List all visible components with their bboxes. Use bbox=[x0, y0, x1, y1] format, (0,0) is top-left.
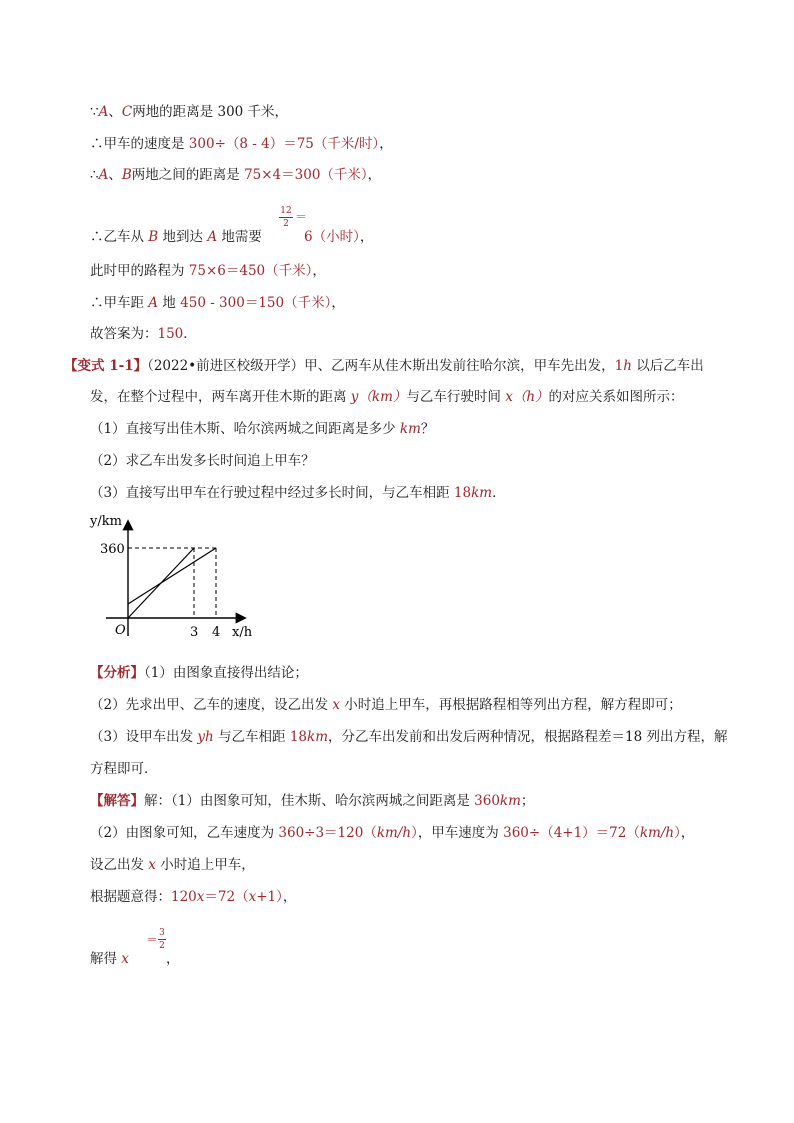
text: 地到达 bbox=[158, 229, 208, 245]
unit: （km） bbox=[358, 389, 407, 405]
fraction bbox=[158, 928, 166, 951]
text: ，甲车速度为 bbox=[417, 825, 504, 841]
x-axis-label: x/h bbox=[232, 625, 253, 640]
unit: km bbox=[499, 793, 521, 809]
text: ∴甲车距 bbox=[90, 295, 149, 311]
var: y bbox=[197, 729, 206, 745]
text: 、 bbox=[108, 167, 122, 183]
text: ∴甲车的速度是 bbox=[90, 136, 189, 152]
text-line bbox=[304, 228, 373, 246]
unit: h bbox=[623, 358, 632, 374]
text: ， bbox=[359, 229, 374, 245]
expression: ） bbox=[674, 825, 681, 841]
numerator: 3 bbox=[159, 928, 165, 938]
question-3 bbox=[90, 484, 506, 502]
analysis-line bbox=[90, 696, 682, 714]
text: ，分乙车出发前和出发后两种情况，根据路程差＝18 列出方程，解 bbox=[328, 729, 728, 745]
variant-line bbox=[90, 388, 684, 406]
variant-line bbox=[64, 357, 704, 375]
var: B bbox=[148, 229, 159, 245]
text: （3）直接写出甲车在行驶过程中经过多长时间，与乙车相距 bbox=[90, 485, 454, 501]
text: 设乙出发 bbox=[90, 857, 149, 873]
expression: ） bbox=[411, 825, 418, 841]
analysis-line bbox=[90, 760, 158, 778]
unit: h bbox=[205, 729, 214, 745]
y-axis-label: y/km bbox=[90, 514, 122, 529]
analysis-line bbox=[90, 728, 727, 746]
expression: ＝72（ bbox=[204, 889, 249, 905]
text: 甲、乙两车从佳木斯出发前往哈尔滨，甲车先出发， bbox=[304, 358, 615, 374]
solution-line bbox=[90, 950, 129, 968]
solution-tag: 【解答】 bbox=[90, 793, 144, 809]
text: 根据题意得： bbox=[90, 889, 171, 905]
var: y bbox=[350, 389, 359, 405]
expression: 75×4＝300（千米） bbox=[244, 167, 368, 183]
text: 地 bbox=[158, 295, 181, 311]
text: ， bbox=[680, 825, 695, 841]
var: x bbox=[196, 889, 205, 905]
x-tick-label-4: 4 bbox=[212, 625, 221, 640]
fraction bbox=[279, 206, 293, 229]
text: ， bbox=[282, 889, 297, 905]
unit: km bbox=[307, 729, 328, 745]
unit: km/h bbox=[376, 825, 412, 841]
denominator: 2 bbox=[283, 219, 289, 229]
expression: 450 - 300＝150（千米） bbox=[180, 295, 332, 311]
value: 18 bbox=[289, 729, 308, 745]
text: 小时追上甲车， bbox=[155, 857, 255, 873]
text: （2）由图象可知，乙车速度为 bbox=[90, 825, 279, 841]
solution-line bbox=[90, 856, 255, 874]
y-tick-label-360: 360 bbox=[100, 542, 125, 557]
text: ； bbox=[520, 793, 535, 809]
unit: （h） bbox=[512, 389, 549, 405]
text: （1）由图象直接得出结论； bbox=[144, 665, 308, 681]
value: 6（小时） bbox=[304, 229, 360, 245]
text: 解得 bbox=[90, 951, 122, 967]
text: 、 bbox=[108, 104, 122, 120]
numerator: 12 bbox=[280, 206, 292, 216]
text: ∴ bbox=[90, 167, 99, 183]
expression: +1） bbox=[256, 889, 283, 905]
text-line bbox=[90, 166, 381, 184]
solution-line bbox=[90, 824, 694, 842]
var: A bbox=[207, 229, 218, 245]
expression: 360÷（4+1）＝72（ bbox=[503, 825, 640, 841]
var: A bbox=[98, 104, 109, 120]
text: 的对应关系如图所示： bbox=[548, 389, 684, 405]
fraction-bar bbox=[279, 217, 293, 218]
text: （2）求乙车出发多长时间追上甲车？ bbox=[90, 453, 315, 469]
text: 与乙车行驶时间 bbox=[406, 389, 506, 405]
text: ， bbox=[379, 136, 393, 152]
text: （3）设甲车出发 bbox=[90, 729, 198, 745]
distance-time-graph bbox=[86, 508, 266, 648]
var: x bbox=[248, 889, 257, 905]
text: ． bbox=[492, 485, 506, 501]
text: ？ bbox=[420, 421, 435, 437]
answer: 150 bbox=[157, 326, 184, 342]
text: ， bbox=[367, 167, 382, 183]
denominator: 2 bbox=[159, 941, 165, 951]
var: A bbox=[98, 167, 109, 183]
value: 120 bbox=[171, 889, 197, 905]
series-line-car-a bbox=[128, 548, 216, 604]
var: x bbox=[332, 697, 341, 713]
text: 方程即可． bbox=[90, 761, 158, 777]
text: 地需要 bbox=[217, 229, 262, 245]
source: （2022•前进区校级开学） bbox=[147, 358, 305, 374]
text: 两地之间的距离是 bbox=[131, 167, 245, 183]
text: 两地的距离是 300 千米， bbox=[132, 104, 289, 120]
expression: 75×6＝450（千米） bbox=[188, 263, 313, 279]
variant-tag: 【变式 1-1】 bbox=[64, 358, 148, 374]
text: 以后乙车出 bbox=[631, 358, 704, 374]
var: x bbox=[505, 389, 513, 405]
var: A bbox=[148, 295, 159, 311]
text-line bbox=[90, 135, 393, 153]
text: （2）先求出甲、乙车的速度，设乙出发 bbox=[90, 697, 333, 713]
text-line bbox=[90, 228, 262, 246]
text: 此时甲的路程为 bbox=[90, 263, 189, 279]
text: ， bbox=[166, 951, 180, 967]
text: 解：（1）由图象可知，佳木斯、哈尔滨两城之间距离是 bbox=[144, 793, 475, 809]
analysis-line bbox=[90, 664, 308, 682]
text: ∵ bbox=[90, 104, 99, 120]
text-line bbox=[90, 325, 197, 343]
unit: km bbox=[399, 421, 421, 437]
question-1 bbox=[90, 420, 434, 438]
analysis-tag: 【分析】 bbox=[90, 665, 144, 681]
value: 18 bbox=[453, 485, 472, 501]
expression: 300÷（8 - 4）＝75（千米/时） bbox=[188, 136, 380, 152]
equals-sign: ＝ bbox=[146, 933, 159, 947]
value: 1 bbox=[614, 358, 624, 374]
var: C bbox=[121, 104, 133, 120]
question-2 bbox=[90, 452, 315, 470]
origin-label: O bbox=[115, 623, 126, 638]
text: 与乙车相距 bbox=[213, 729, 290, 745]
unit: km/h bbox=[639, 825, 675, 841]
text: 发，在整个过程中，两车离开佳木斯的距离 bbox=[90, 389, 351, 405]
solution-line bbox=[90, 792, 534, 810]
expression: 360÷3＝120（ bbox=[278, 825, 377, 841]
text: 小时追上甲车，再根据路程相等列出方程，解方程即可； bbox=[340, 697, 682, 713]
text-line bbox=[90, 294, 345, 312]
value: 360 bbox=[474, 793, 500, 809]
text: ． bbox=[183, 326, 197, 342]
text: （1）直接写出佳木斯、哈尔滨两城之间距离是多少 bbox=[90, 421, 400, 437]
equals-sign: ＝ bbox=[295, 210, 308, 224]
var: B bbox=[121, 167, 132, 183]
text-line bbox=[90, 262, 326, 280]
unit: km bbox=[471, 485, 493, 501]
x-tick-label-3: 3 bbox=[190, 625, 199, 640]
var: x bbox=[148, 857, 156, 873]
text: 故答案为： bbox=[90, 326, 158, 342]
text-line bbox=[90, 103, 288, 121]
fraction-bar bbox=[158, 939, 166, 940]
var: x bbox=[121, 951, 129, 967]
text: ， bbox=[331, 295, 345, 311]
text: ∴乙车从 bbox=[90, 229, 149, 245]
text: ， bbox=[312, 263, 326, 279]
solution-line bbox=[90, 888, 296, 906]
